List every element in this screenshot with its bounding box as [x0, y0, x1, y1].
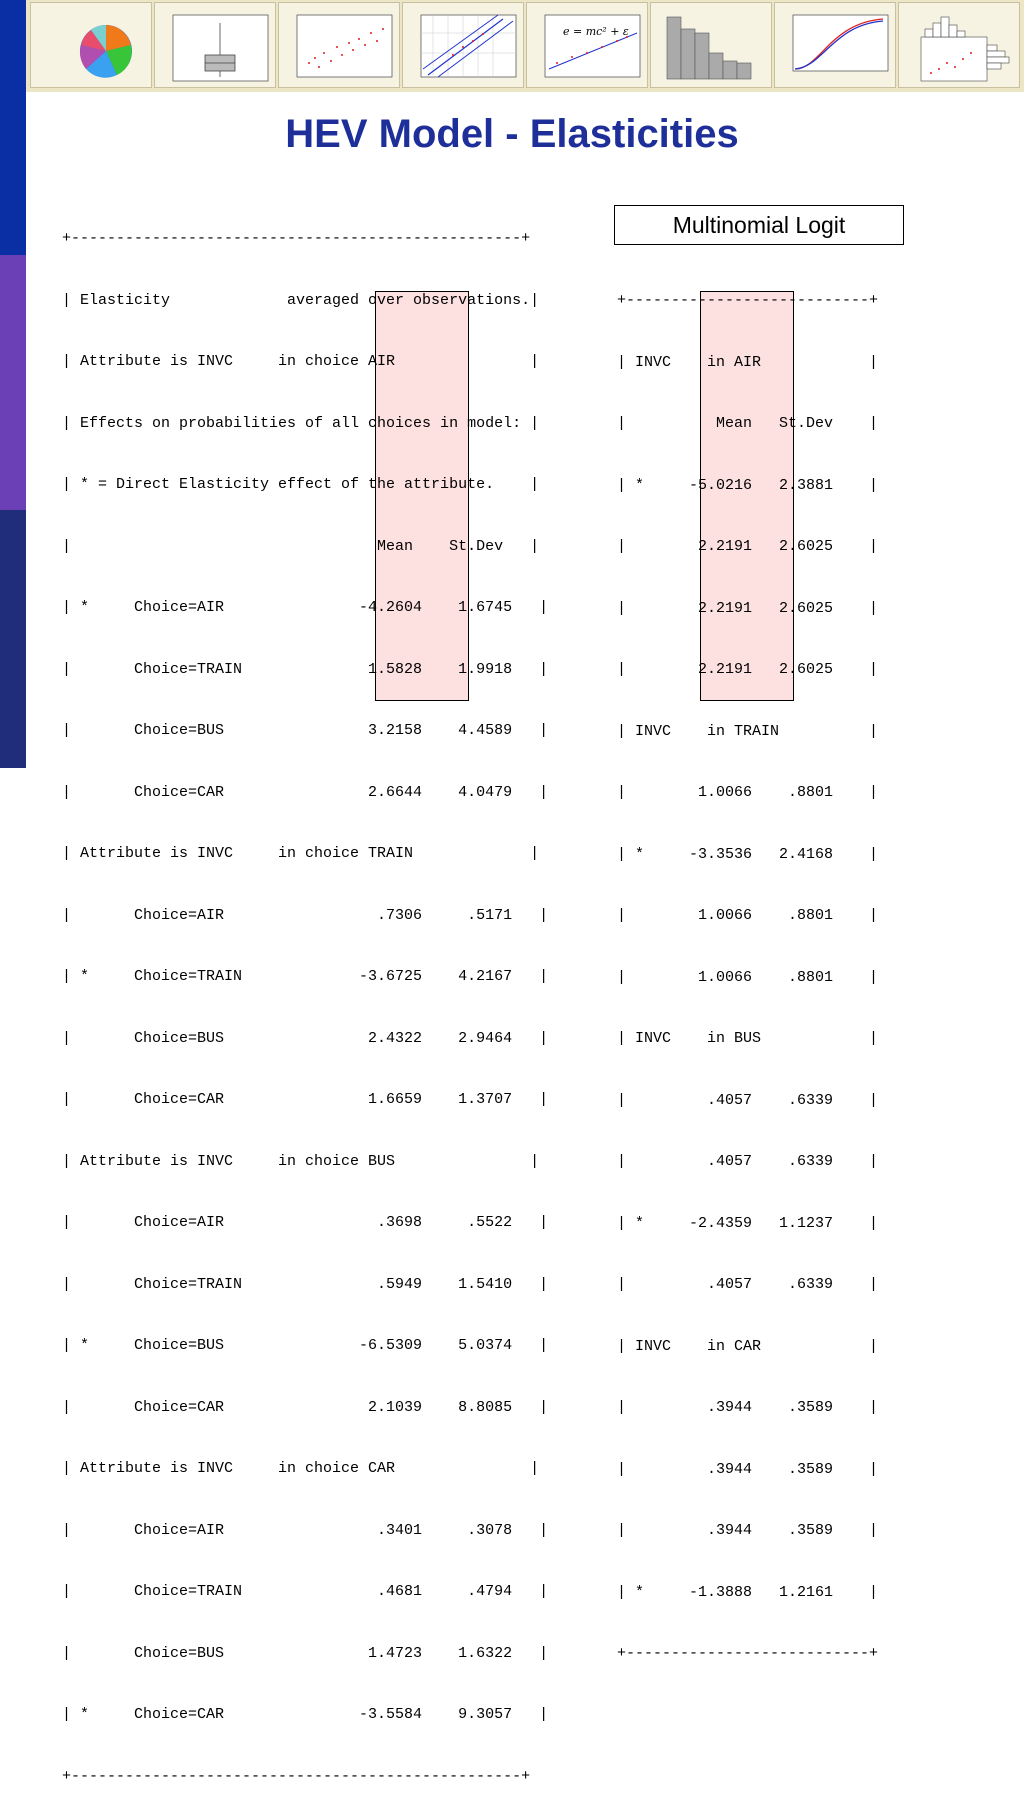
- output-line: | 1.0066 .8801 |: [617, 968, 879, 986]
- output-line: | 1.0066 .8801 |: [617, 784, 879, 801]
- output-line: | .3944 .3589 |: [617, 1460, 879, 1478]
- output-line: | 1.0066 .8801 |: [617, 907, 879, 924]
- output-line: | INVC in BUS |: [617, 1030, 879, 1047]
- cdf-thumbnail: [774, 2, 896, 88]
- output-line: | Mean St.Dev |: [62, 537, 540, 555]
- histogram-thumbnail: [650, 2, 772, 88]
- output-line: | .4057 .6339 |: [617, 1091, 879, 1109]
- output-line: +--------------------------------------------------+: [62, 230, 531, 247]
- output-line: | Attribute is INVC in choice AIR |: [62, 353, 540, 370]
- output-line: +---------------------------+: [617, 1645, 879, 1662]
- output-line: | * Choice=TRAIN -3.6725 4.2167 |: [62, 968, 549, 985]
- output-line: | .4057 .6339 |: [617, 1153, 879, 1170]
- output-line: | Choice=BUS 3.2158 4.4589 |: [62, 722, 549, 739]
- marginal-plot-thumbnail: [898, 2, 1020, 88]
- output-line: | Choice=CAR 1.6659 1.3707 |: [62, 1091, 549, 1108]
- output-line: | 2.2191 2.6025 |: [617, 538, 879, 555]
- output-line: | Choice=BUS 1.4723 1.6322 |: [62, 1644, 549, 1662]
- output-line: | Attribute is INVC in choice TRAIN |: [62, 845, 540, 862]
- output-line: | Effects on probabilities of all choices in model: |: [62, 414, 540, 432]
- output-line: | .3944 .3589 |: [617, 1399, 879, 1416]
- output-line: | Attribute is INVC in choice BUS |: [62, 1152, 540, 1170]
- output-line: | Choice=CAR 2.1039 8.8085 |: [62, 1398, 549, 1416]
- scatter-plot-thumbnail: [278, 2, 400, 88]
- output-line: | .4057 .6339 |: [617, 1276, 879, 1293]
- output-line: | 2.2191 2.6025 |: [617, 599, 879, 617]
- sidebar-block-bottom: [0, 510, 26, 768]
- output-line: | Choice=TRAIN 1.5828 1.9918 |: [62, 660, 549, 678]
- output-line: | 2.2191 2.6025 |: [617, 661, 879, 678]
- output-line: | Choice=TRAIN .5949 1.5410 |: [62, 1275, 549, 1293]
- output-line: | * = Direct Elasticity effect of the attribute. |: [62, 476, 540, 493]
- output-line: | INVC in TRAIN |: [617, 722, 879, 740]
- output-line: | Mean St.Dev |: [617, 415, 879, 432]
- output-line: | Choice=AIR .3698 .5522 |: [62, 1214, 549, 1231]
- output-line: | * Choice=BUS -6.5309 5.0374 |: [62, 1337, 549, 1354]
- output-line: | * Choice=CAR -3.5584 9.3057 |: [62, 1706, 549, 1723]
- output-line: | Choice=BUS 2.4322 2.9464 |: [62, 1029, 549, 1047]
- output-line: | Choice=CAR 2.6644 4.0479 |: [62, 783, 549, 801]
- hev-elasticity-output: [62, 188, 548, 1808]
- output-line: | * -3.3536 2.4168 |: [617, 845, 879, 863]
- slide-title: HEV Model - Elasticities: [285, 112, 739, 156]
- output-line: | .3944 .3589 |: [617, 1522, 879, 1539]
- mnl-elasticity-output: [617, 250, 878, 1685]
- output-line: +--------------------------------------------------+: [62, 1767, 531, 1785]
- output-line: | * Choice=AIR -4.2604 1.6745 |: [62, 599, 549, 616]
- output-line: | Choice=TRAIN .4681 .4794 |: [62, 1583, 549, 1600]
- output-line: | INVC in AIR |: [617, 353, 879, 371]
- output-line: | Choice=AIR .7306 .5171 |: [62, 906, 549, 924]
- probability-plot-thumbnail: [402, 2, 524, 88]
- boxplot-thumbnail: [154, 2, 276, 88]
- output-line: | INVC in CAR |: [617, 1337, 879, 1355]
- multinomial-logit-label: Multinomial Logit: [614, 205, 904, 245]
- scatter-fit-thumbnail: [526, 2, 648, 88]
- output-line: | * -1.3888 1.2161 |: [617, 1583, 879, 1601]
- output-line: | Elasticity averaged over observations.|: [62, 291, 540, 309]
- pie-chart-thumbnail: [30, 2, 152, 88]
- output-line: | Attribute is INVC in choice CAR |: [62, 1460, 540, 1477]
- output-line: +---------------------------+: [617, 292, 879, 309]
- sidebar-block-middle: [0, 255, 26, 510]
- header-banner: [26, 0, 1024, 92]
- output-line: | Choice=AIR .3401 .3078 |: [62, 1521, 549, 1539]
- svg-text:e = mc² + ε: e = mc² + ε: [563, 25, 629, 38]
- output-line: | * -5.0216 2.3881 |: [617, 476, 879, 494]
- output-line: | * -2.4359 1.1237 |: [617, 1214, 879, 1232]
